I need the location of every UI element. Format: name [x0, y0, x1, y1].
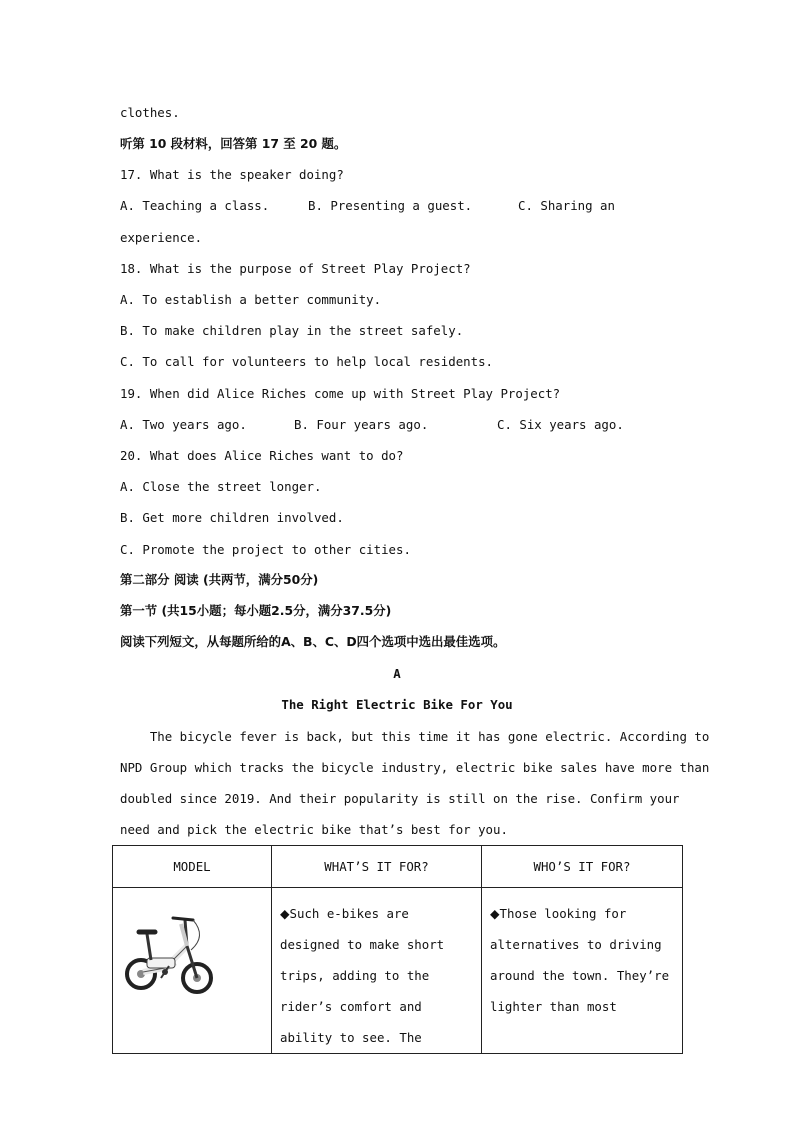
option-c: C. Promote the project to other cities.	[120, 542, 411, 557]
section-heading: 听第 10 段材料，回答第 17 至 20 题。	[120, 136, 347, 151]
option-c-continued: experience.	[120, 230, 203, 245]
question-18: 18. What is the purpose of Street Play Project?	[120, 261, 471, 276]
paragraph-line: The bicycle fever is back, but this time it has gone electric. According to	[120, 729, 710, 744]
what-text: Such e-bikes are designed to make short trips, adding to the rider’s comfort and ability to see. The	[280, 906, 445, 1045]
option-b: B. Four years ago.	[294, 417, 429, 432]
bike-model-table	[112, 845, 683, 1054]
text-line: clothes.	[120, 105, 180, 120]
option-b: B. Presenting a guest.	[308, 198, 473, 213]
column-header-model: MODEL	[113, 846, 272, 888]
passage-title: The Right Electric Bike For You	[281, 697, 513, 712]
paragraph-line: doubled since 2019. And their popularity is still on the rise. Confirm your	[120, 791, 680, 806]
option-a: A. To establish a better community.	[120, 292, 382, 307]
model-cell	[113, 888, 272, 1054]
question-20: 20. What does Alice Riches want to do?	[120, 448, 404, 463]
option-c: C. Six years ago.	[497, 417, 624, 432]
diamond-bullet-icon: ◆	[490, 906, 500, 921]
option-b: B. To make children play in the street safely.	[120, 323, 464, 338]
who-cell	[482, 888, 683, 1054]
who-text: Those looking for alternatives to driving around the town. They’re lighter than most	[490, 906, 670, 1014]
option-a: A. Close the street longer.	[120, 479, 322, 494]
passage-letter: A	[393, 666, 401, 681]
table-header-row	[113, 846, 683, 888]
what-cell	[272, 888, 482, 1054]
folding-electric-bike-image	[121, 906, 217, 1002]
table-row	[113, 888, 683, 1054]
instructions: 阅读下列短文，从每题所给的A、B、C、D四个选项中选出最佳选项。	[120, 634, 506, 649]
question-17: 17. What is the speaker doing?	[120, 167, 344, 182]
paragraph-line: need and pick the electric bike that’s best for you.	[120, 822, 508, 837]
paragraph-line: NPD Group which tracks the bicycle industry, electric bike sales have more than	[120, 760, 710, 775]
section-heading: 第一节 (共15小题；每小题2.5分，满分37.5分)	[120, 603, 392, 618]
part-heading: 第二部分 阅读 (共两节，满分50分)	[120, 572, 319, 587]
option-a: A. Two years ago.	[120, 417, 247, 432]
diamond-bullet-icon: ◆	[280, 906, 290, 921]
option-c: C. Sharing an	[518, 198, 615, 213]
option-b: B. Get more children involved.	[120, 510, 344, 525]
option-c: C. To call for volunteers to help local residents.	[120, 354, 493, 369]
column-header-what: WHAT’S IT FOR?	[272, 846, 482, 888]
column-header-who: WHO’S IT FOR?	[482, 846, 683, 888]
option-a: A. Teaching a class.	[120, 198, 270, 213]
question-19: 19. When did Alice Riches come up with Street Play Project?	[120, 386, 561, 401]
